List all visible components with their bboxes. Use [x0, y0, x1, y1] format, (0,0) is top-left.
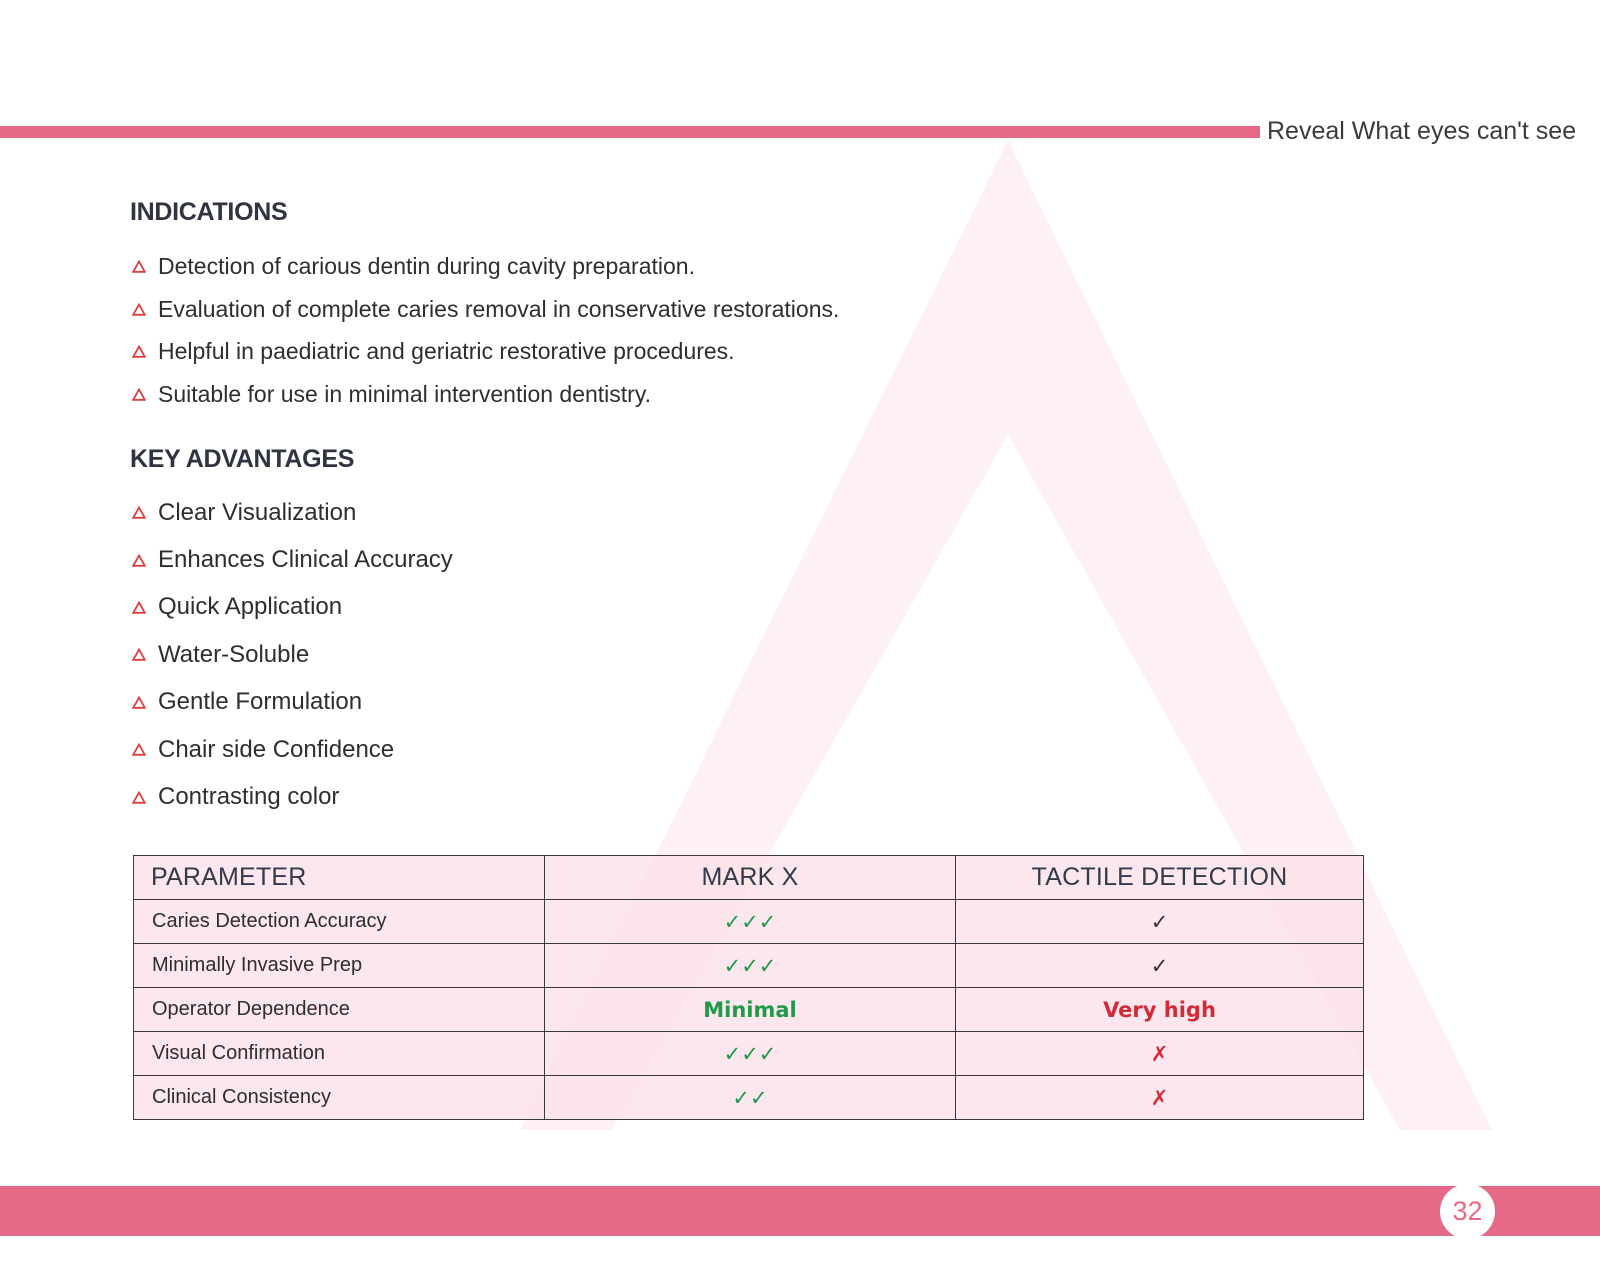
mark-x-cell: ✓✓✓	[545, 900, 956, 944]
indications-list	[132, 245, 839, 416]
triangle-bullet-icon	[132, 696, 146, 709]
list-item	[132, 489, 453, 536]
indication-text: Evaluation of complete caries removal in conservative restorations.	[158, 295, 840, 322]
table-row	[134, 988, 1364, 1032]
advantage-text: Quick Application	[158, 593, 343, 621]
key-advantages-heading: KEY ADVANTAGES	[130, 445, 355, 473]
advantage-text: Chair side Confidence	[158, 735, 395, 763]
table-row	[134, 1076, 1364, 1120]
header-tactile-detection: TACTILE DETECTION	[956, 856, 1364, 900]
triangle-bullet-icon	[132, 601, 146, 614]
tactile-cell: ✗	[956, 1076, 1364, 1120]
indication-text: Detection of carious dentin during cavity preparation.	[158, 252, 695, 279]
advantage-text: Gentle Formulation	[158, 688, 363, 716]
table-row	[134, 1032, 1364, 1076]
list-item	[132, 288, 839, 331]
triangle-bullet-icon	[132, 791, 146, 804]
advantage-text: Enhances Clinical Accuracy	[158, 546, 453, 574]
list-item	[132, 330, 839, 373]
parameter-cell: Visual Confirmation	[134, 1032, 545, 1076]
indication-text: Suitable for use in minimal intervention dentistry.	[158, 380, 652, 407]
triangle-bullet-icon	[132, 303, 146, 316]
parameter-cell: Clinical Consistency	[134, 1076, 545, 1120]
advantage-text: Water-Soluble	[158, 640, 310, 668]
list-item	[132, 245, 839, 288]
triangle-bullet-icon	[132, 506, 146, 519]
advantage-text: Clear Visualization	[158, 498, 357, 526]
list-item	[132, 631, 453, 678]
header-mark-x: MARK X	[545, 856, 956, 900]
triangle-bullet-icon	[132, 743, 146, 756]
header-tagline: Reveal What eyes can't see	[1267, 117, 1577, 145]
tactile-cell: Very high	[956, 988, 1364, 1032]
indications-heading: INDICATIONS	[130, 198, 288, 226]
triangle-bullet-icon	[132, 260, 146, 273]
triangle-bullet-icon	[132, 345, 146, 358]
table-row	[134, 944, 1364, 988]
parameter-cell: Minimally Invasive Prep	[134, 944, 545, 988]
mark-x-cell: ✓✓✓	[545, 1032, 956, 1076]
header-parameter: PARAMETER	[134, 856, 545, 900]
triangle-bullet-icon	[132, 648, 146, 661]
footer-accent-bar	[0, 1186, 1600, 1236]
header-accent-bar	[0, 126, 1260, 138]
parameter-cell: Operator Dependence	[134, 988, 545, 1032]
list-item	[132, 726, 453, 773]
advantage-text: Contrasting color	[158, 783, 340, 811]
tactile-cell: ✓	[956, 944, 1364, 988]
tactile-cell: ✓	[956, 900, 1364, 944]
indication-text: Helpful in paediatric and geriatric restorative procedures.	[158, 338, 735, 365]
tactile-cell: ✗	[956, 1032, 1364, 1076]
mark-x-cell: Minimal	[545, 988, 956, 1032]
mark-x-cell: ✓✓✓	[545, 944, 956, 988]
page-number-badge: 32	[1440, 1184, 1495, 1239]
list-item	[132, 773, 453, 820]
mark-x-cell: ✓✓	[545, 1076, 956, 1120]
parameter-cell: Caries Detection Accuracy	[134, 900, 545, 944]
key-advantages-list	[132, 489, 453, 821]
triangle-bullet-icon	[132, 388, 146, 401]
list-item	[132, 373, 839, 416]
list-item	[132, 536, 453, 583]
comparison-table	[133, 855, 1364, 1120]
list-item	[132, 679, 453, 726]
table-header-row	[134, 856, 1364, 900]
table-row	[134, 900, 1364, 944]
triangle-bullet-icon	[132, 554, 146, 567]
list-item	[132, 584, 453, 631]
